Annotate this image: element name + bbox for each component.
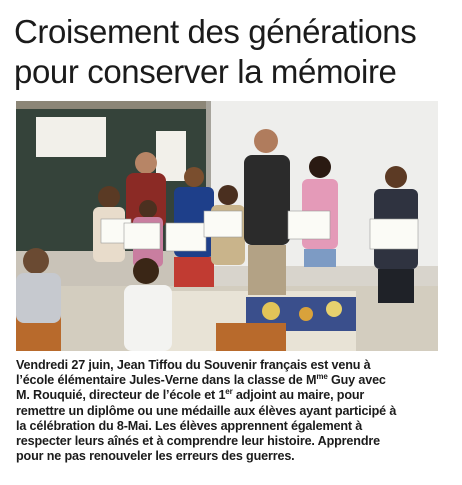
body-line-3	[16, 388, 446, 403]
headline-line-2: pour conserver la mémoire	[14, 53, 397, 90]
body-line-7: pour ne pas renouveler les erreurs des guerres.	[16, 449, 295, 464]
body-line-2-b: Guy avec	[327, 373, 386, 388]
body-line-4: remettre un diplôme ou une médaille aux élèves ayant participé à	[16, 403, 397, 418]
photo-illustration	[16, 101, 438, 351]
body-line-1: Vendredi 27 juin, Jean Tiffou du Souvenir français est venu à	[16, 358, 371, 372]
body-line-3-b: adjoint au maire, pour	[232, 388, 365, 403]
article-headline	[14, 12, 454, 92]
body-line-2	[16, 373, 446, 388]
body-line-6: respecter leurs aînés et à comprendre leur histoire. Apprendre	[16, 434, 380, 449]
headline-line-1: Croisement des générations	[14, 13, 417, 50]
body-line-3-sup: er	[225, 387, 233, 397]
body-line-2-a: l’école élémentaire Jules-Verne dans la classe de M	[16, 373, 317, 388]
article-photo	[16, 101, 438, 351]
body-line-2-sup: me	[316, 372, 328, 382]
body-line-3-a: M. Rouquié, directeur de l’école et 1	[16, 388, 226, 403]
body-line-5: la célébration du 8-Mai. Les élèves apprennent également à	[16, 418, 363, 433]
article-body	[16, 358, 446, 464]
